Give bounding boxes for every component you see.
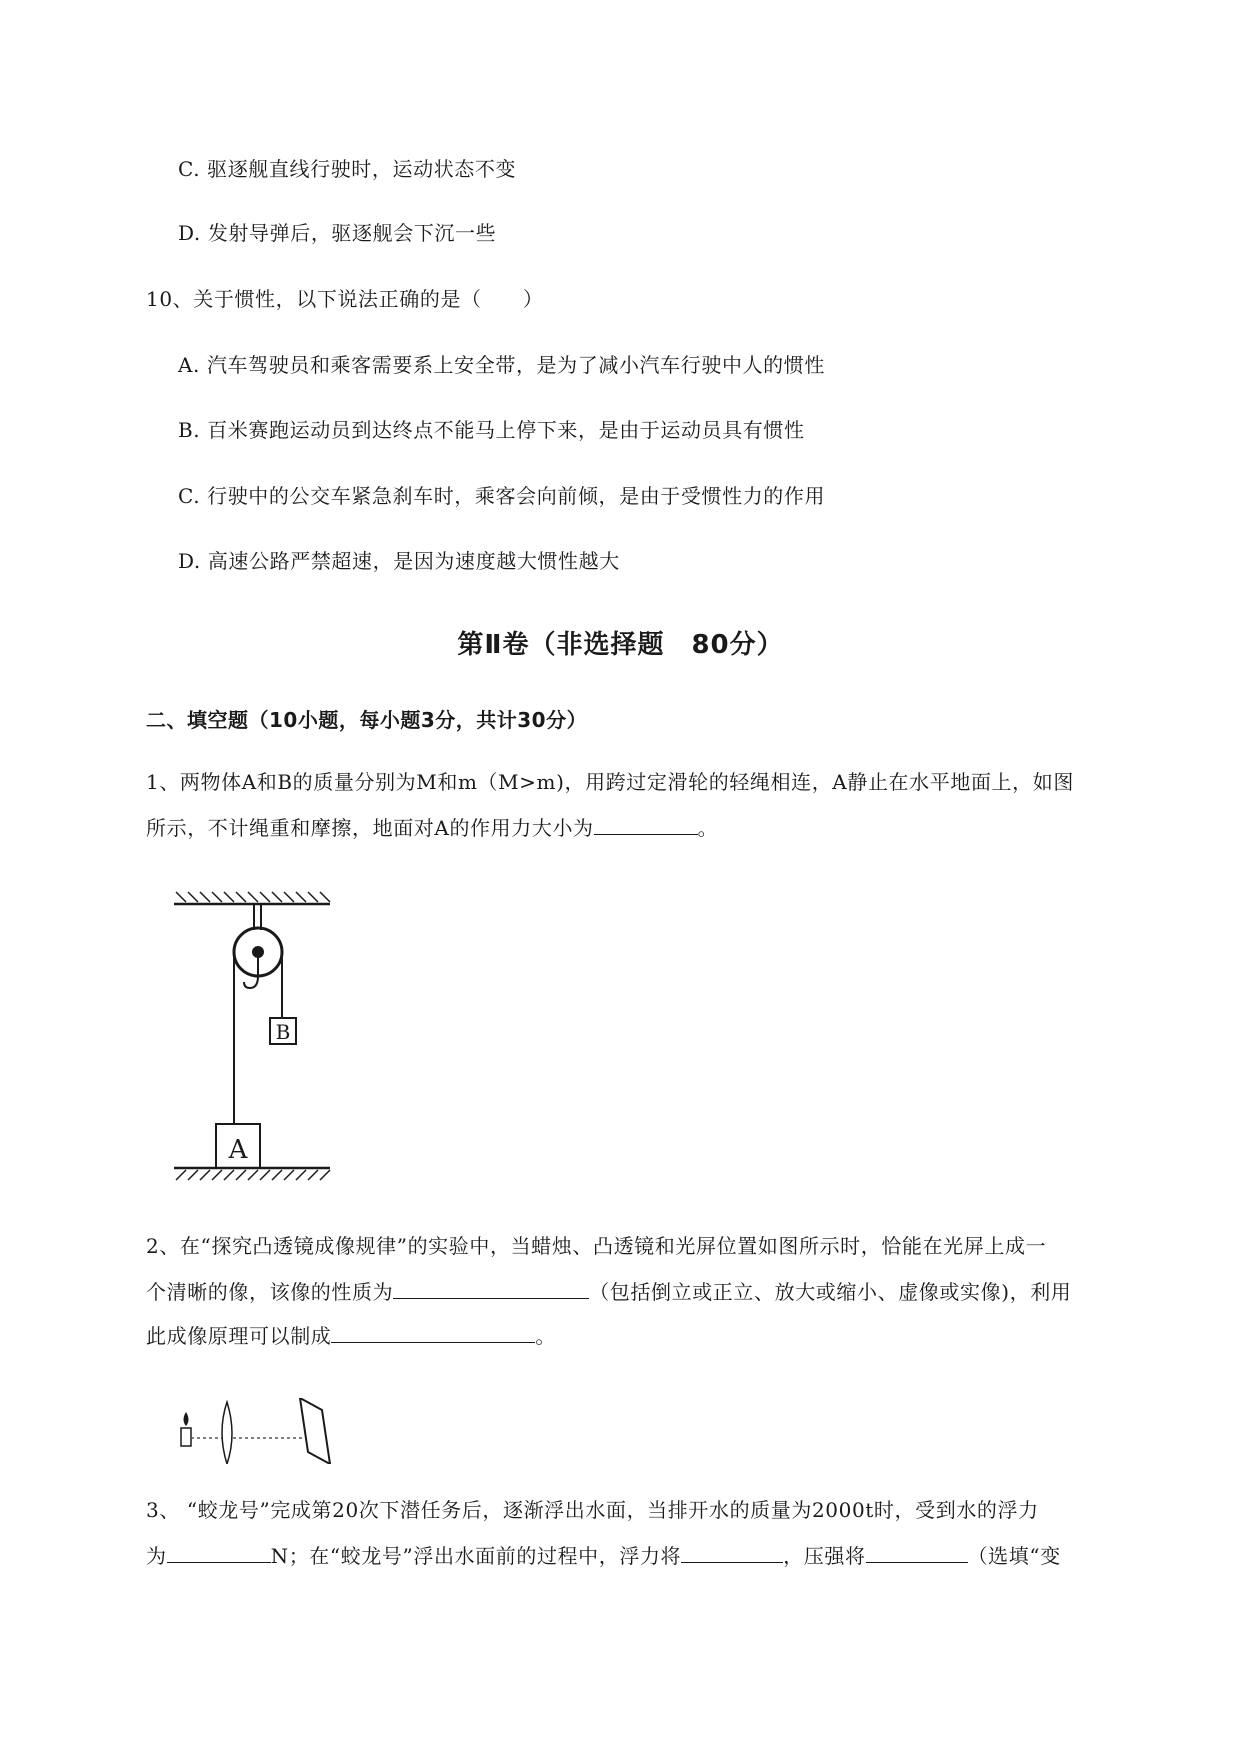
fill3-line2-start: 为 <box>146 1544 167 1568</box>
convex-lens <box>222 1402 232 1464</box>
q10-stem: 10、关于惯性，以下说法正确的是（ ） <box>146 287 544 311</box>
pulley <box>234 904 282 988</box>
fill2-image-nature-blank[interactable] <box>393 1276 589 1299</box>
q9-option-c: C. 驱逐舰直线行驶时，运动状态不变 <box>178 157 517 181</box>
ceiling <box>174 892 330 904</box>
fill3-buoyancy-blank[interactable] <box>167 1540 271 1563</box>
q10-option-a: A. 汽车驾驶员和乘客需要系上安全带，是为了减小汽车行驶中人的惯性 <box>178 353 825 377</box>
fill3-buoyancy-change-blank[interactable] <box>681 1540 783 1563</box>
fill3-pressure-change-blank[interactable] <box>866 1540 968 1563</box>
fill1-line2 <box>146 812 718 842</box>
block-b <box>270 1018 296 1044</box>
block-a <box>216 1124 260 1168</box>
block-a-label: A <box>228 1135 248 1165</box>
fill1-answer-blank[interactable] <box>594 812 698 835</box>
q10-option-d: D. 高速公路严禁超速，是因为速度越大惯性越大 <box>178 549 620 573</box>
q9-option-d: D. 发射导弹后，驱逐舰会下沉一些 <box>178 221 497 245</box>
fill2-line2 <box>146 1276 1071 1306</box>
fill3-line2 <box>146 1540 1061 1570</box>
q10-option-b: B. 百米赛跑运动员到达终点不能马上停下来，是由于运动员具有惯性 <box>178 418 805 442</box>
fill1-line1: 1、两物体A和B的质量分别为M和m（M>m)，用跨过定滑轮的轻绳相连，A静止在水平地面上，如图 <box>146 770 1074 794</box>
fill3-line1: 3、 “蛟龙号”完成第20次下潜任务后，逐渐浮出水面，当排开水的质量为2000t时，受到水的浮力 <box>146 1498 1039 1522</box>
fill3-line2-mid: N；在“蛟龙号”浮出水面前的过程中，浮力将 <box>270 1544 682 1568</box>
fill2-line2-text: 个清晰的像，该像的性质为 <box>146 1280 394 1304</box>
fill2-line3-end: 。 <box>535 1324 557 1348</box>
fill2-line2-end: （包括倒立或正立、放大或缩小、虚像或实像)，利用 <box>589 1280 1072 1304</box>
block-b-label: B <box>275 1020 291 1044</box>
fill2-device-blank[interactable] <box>331 1320 535 1343</box>
fill3-line2-end: （选填“变 <box>967 1544 1061 1568</box>
fill2-line3-text: 此成像原理可以制成 <box>146 1324 332 1348</box>
pulley-diagram <box>170 890 340 1190</box>
section-heading: 二、填空题（10小题，每小题3分，共计30分） <box>146 708 588 732</box>
fill3-line2-mid2: ，压强将 <box>783 1544 866 1568</box>
fill2-line3 <box>146 1320 556 1350</box>
candle <box>181 1412 191 1446</box>
flame-icon <box>184 1412 189 1426</box>
fill2-line1: 2、在“探究凸透镜成像规律”的实验中，当蜡烛、凸透镜和光屏位置如图所示时，恰能在光屏上成一 <box>146 1234 1047 1258</box>
q10-option-c: C. 行驶中的公交车紧急刹车时，乘客会向前倾，是由于受惯性力的作用 <box>178 484 826 508</box>
lens-diagram <box>172 1398 342 1464</box>
light-screen <box>300 1398 330 1464</box>
fill1-line2-text: 所示，不计绳重和摩擦，地面对A的作用力大小为 <box>146 816 594 840</box>
part2-title: 第Ⅱ卷（非选择题 80分） <box>457 630 784 660</box>
ground <box>174 1168 330 1180</box>
fill1-line2-end: 。 <box>697 816 719 840</box>
